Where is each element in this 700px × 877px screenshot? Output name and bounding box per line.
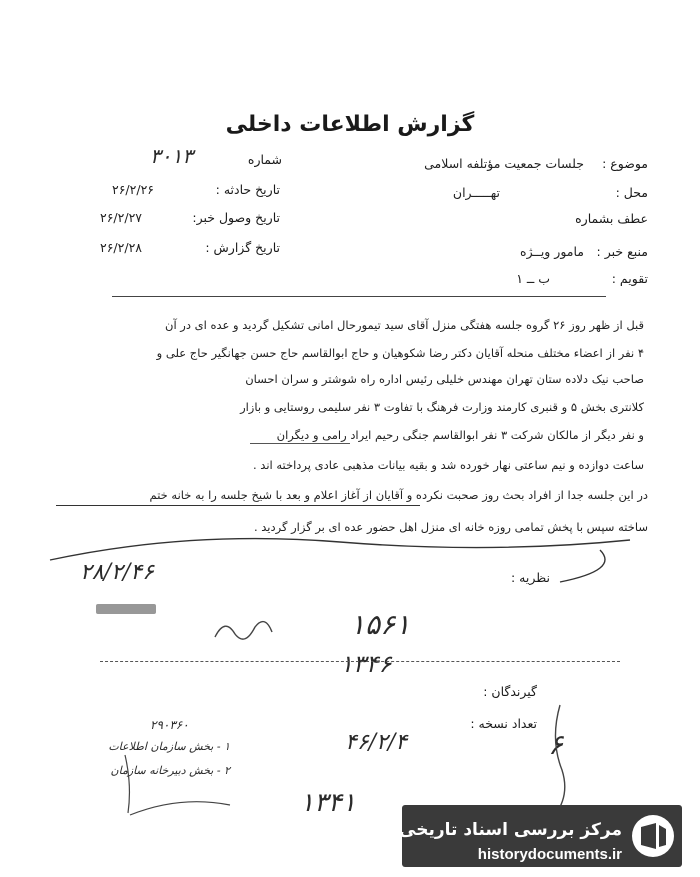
body-line: در این جلسه جدا از افراد بحث روز صحبت نکرده و آقایان از آغاز اعلام و بعد با شیخ جلسه را به خانه ختم: [149, 488, 648, 502]
section-divider: [100, 661, 620, 662]
body-line: قبل از ظهر روز ۲۶ گروه جلسه هفتگی منزل آقای سید تیمورحال امانی تشکیل گردید و عده ای در آن: [165, 318, 644, 332]
body-line: کلانتری بخش ۵ و قنبری کارمند وزارت فرهنگ با تفاوت ۳ نفر سلیمی روستایی و بازار: [240, 400, 644, 414]
left-note: ۱ - بخش سازمان اطلاعات: [108, 740, 230, 753]
evaluation-value: ب ــ ۱: [516, 271, 550, 286]
margin-stroke: [540, 700, 580, 820]
body-line: ساخته سپس با پخش تمامی روزه خانه ای منزل اهل حضور عده ای بر گزار گردید .: [253, 520, 648, 534]
body-line: صاحب نیک دلاده ستان تهران مهندس خلیلی رئیس اداره راه شوشتر و سران احسان: [245, 372, 644, 386]
signature-mark: [210, 612, 280, 652]
underline-mark: [56, 505, 236, 506]
source-label: منبع خبر :: [596, 244, 648, 259]
signature-note: ۴۶/۲/۴: [345, 730, 408, 755]
stamp-year: ۱۳۴۶: [340, 650, 392, 678]
stamp-number: ۱۵۶۱: [350, 608, 411, 641]
receipt-date-label: تاریخ وصول خبر:: [192, 210, 280, 225]
header-divider: [112, 296, 606, 297]
subject-label: موضوع :: [602, 156, 648, 171]
evaluation-label: تقویم :: [611, 271, 648, 286]
report-title: گزارش اطلاعات داخلی: [225, 112, 475, 137]
left-note-strokes: [120, 735, 240, 825]
underline-mark: [250, 443, 350, 444]
receipt-date-value: ۲۶/۲/۲۷: [100, 210, 142, 225]
margin-number: ۶: [548, 728, 564, 761]
place-value: تهـــــران: [452, 185, 500, 200]
report-date-label: تاریخ گزارش :: [205, 240, 280, 255]
left-note: ۲۹۰۳۶۰: [150, 718, 189, 732]
bottom-number: ۱۳۴۱: [300, 788, 356, 818]
redaction-mark: [96, 604, 156, 614]
subject-value: جلسات جمعیت مؤتلفه اسلامی: [424, 156, 584, 171]
report-date-value: ۲۶/۲/۲۸: [100, 240, 142, 255]
body-line: ساعت دوازده و نیم ساعتی نهار خورده شد و بقیه بیانات مذهبی عادی پرداخته اند .: [252, 458, 644, 472]
number-label: شماره: [247, 152, 282, 167]
body-line: و نفر دیگر از مالکان شرکت ۳ نفر ابوالقاسم جنگی رحیم ایراد رامی و دیگران: [276, 428, 644, 442]
number-value: ۳۰۱۳: [150, 144, 193, 168]
source-value: مامور ویــژه: [520, 244, 584, 259]
copies-label: تعداد نسخه :: [470, 716, 537, 731]
place-label: محل :: [615, 185, 648, 200]
left-note: ۲ - بخش دبیرخانه سازمان: [110, 764, 230, 777]
opinion-label: نظریه :: [511, 570, 550, 585]
recipients-label: گیرندگان :: [483, 684, 537, 699]
body-line: ۴ نفر از اعضاء مختلف منحله آقایان دکتر رضا شکوهیان و حاج ابوالقاسم حاج حسن جهانگیر حاج علی و: [156, 346, 644, 360]
opinion-note: ۲۸/۲/۴۶: [80, 560, 154, 585]
watermark-title: مرکز بررسی اسناد تاریخی: [399, 820, 622, 840]
watermark-url[interactable]: historydocuments.ir: [477, 846, 622, 863]
archive-logo-icon: [632, 815, 674, 857]
reference-label: عطف بشماره: [575, 211, 648, 226]
incident-date-value: ۲۶/۲/۲۶: [112, 182, 154, 197]
incident-date-label: تاریخ حادثه :: [215, 182, 280, 197]
